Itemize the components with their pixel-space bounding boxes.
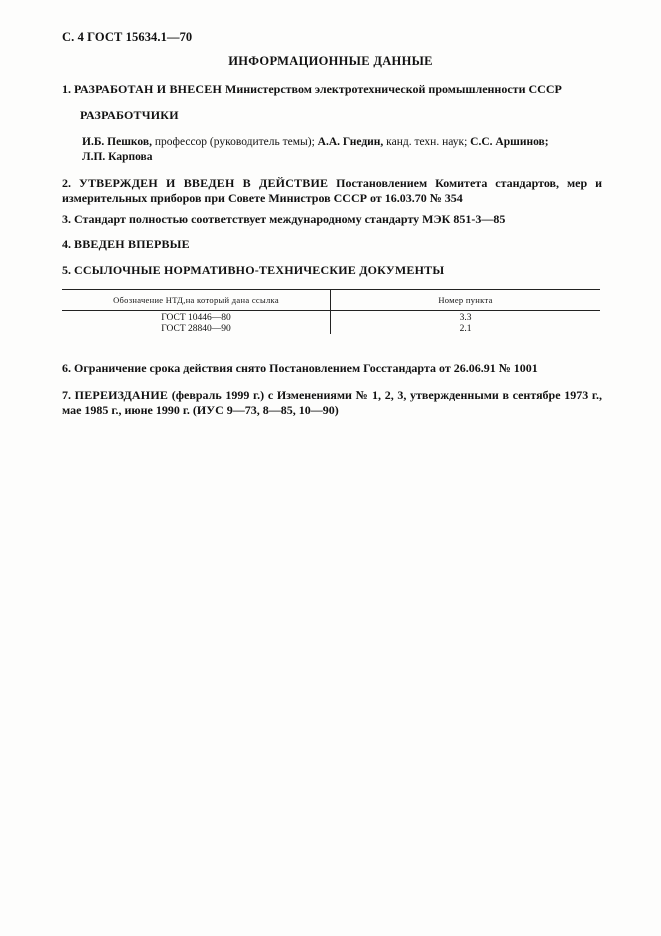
item-caps-label: ВВЕДЕН ВПЕРВЫЕ — [74, 237, 190, 251]
column-header-clause: Номер пункта — [331, 290, 601, 311]
item-text: Ограничение срока действия снято Постановлением Госстандарта от 26.06.91 № 1001 — [74, 361, 538, 375]
item-number: 3. — [62, 212, 71, 226]
item-caps-label: ПЕРЕИЗДАНИЕ — [74, 388, 169, 402]
item-reissue — [62, 388, 602, 417]
designation-value: ГОСТ 10446—80 — [161, 313, 231, 323]
item-reference-docs — [62, 263, 602, 278]
item-introduced — [62, 237, 602, 252]
item-number: 1. — [62, 82, 71, 96]
item-number: 6. — [62, 361, 71, 375]
item-conformity — [62, 212, 602, 227]
clause-value: 2.1 — [459, 323, 472, 334]
item-number: 2. — [62, 176, 71, 190]
designation-value: ГОСТ 28840—90 — [161, 323, 231, 334]
item-text: (февраль 1999 г.) с Изменениями № 1, 2, 3, утвержденными в сентябре 1973 г., мае 1985 г., июне 1990 г. (ИУС 9—73, 8—85, 10—90) — [62, 388, 602, 417]
item-caps-label: УТВЕРЖДЕН И ВВЕДЕН В ДЕЙСТВИЕ — [78, 176, 329, 190]
page-header: С. 4 ГОСТ 15634.1—70 — [62, 30, 193, 44]
developers-list — [82, 135, 602, 165]
column-header-designation: Обозначение НТД,на который дана ссылка — [62, 290, 331, 311]
document-title: ИНФОРМАЦИОННЫЕ ДАННЫЕ — [228, 54, 433, 68]
clause-value: 3.3 — [459, 313, 472, 323]
item-validity — [62, 361, 602, 376]
item-text: Стандарт полностью соответствует международному стандарту МЭК 851-3—85 — [74, 212, 506, 226]
item-number: 5. — [62, 263, 71, 277]
developer-name: Л.П. Карпова — [82, 151, 153, 163]
developers-heading: РАЗРАБОТЧИКИ — [80, 108, 179, 122]
table-cell-designation — [62, 311, 331, 335]
table-header-row — [62, 290, 600, 311]
developer-name: С.С. Аршинов; — [470, 136, 549, 148]
item-text: Постановлением Комитета стандартов, мер и измерительных приборов при Совете Министров СССР от 16.03.70 № 354 — [62, 176, 602, 205]
table-row — [62, 311, 600, 335]
item-developed-by — [62, 82, 602, 97]
reference-table — [62, 289, 600, 334]
item-approved — [62, 176, 602, 205]
item-caps-label: РАЗРАБОТАН И ВНЕСЕН — [74, 82, 223, 96]
item-number: 7. — [62, 388, 71, 402]
item-caps-label: ССЫЛОЧНЫЕ НОРМАТИВНО-ТЕХНИЧЕСКИЕ ДОКУМЕНТЫ — [74, 263, 445, 277]
developer-role: профессор (руководитель темы); — [154, 136, 315, 148]
item-number: 4. — [62, 237, 71, 251]
developer-name: А.А. Гнедин, — [317, 136, 384, 148]
developer-role: канд. техн. наук; — [386, 136, 468, 148]
item-text: Министерством электротехнической промышленности СССР — [225, 82, 562, 96]
table-cell-clause — [331, 311, 601, 335]
developer-name: И.Б. Пешков, — [82, 136, 152, 148]
